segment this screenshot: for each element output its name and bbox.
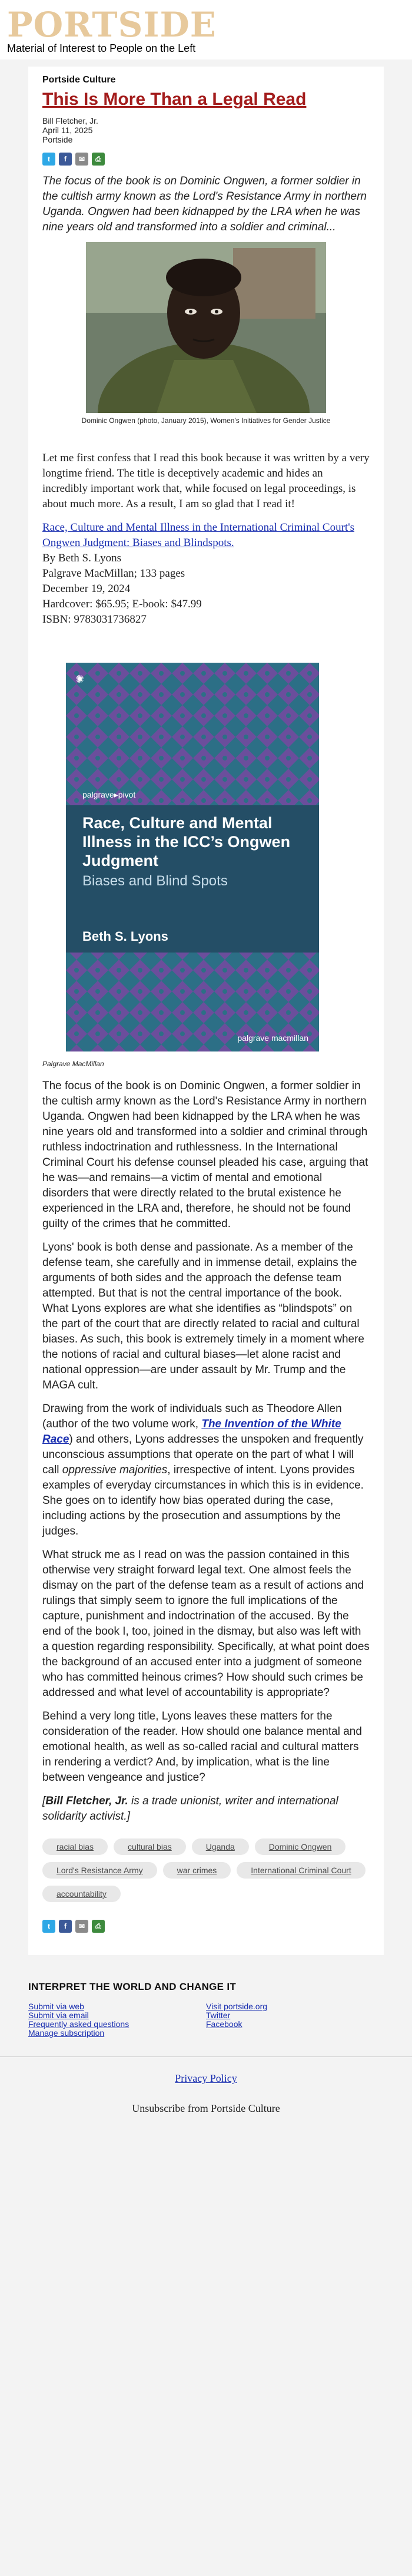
paragraph-1: The focus of the book is on Dominic Ongwen, a former soldier in the cultish army known as the Lord's Resistance Army in northern Uganda. Ongwen had been kidnapped by the LRA when he was nine years old and transformed into a soldier and criminal through ruthless indoctrination and ruthlessness. In the International Criminal Court his defense counsel pleaded his case, arguing that he was—and remains—a victim of mental and emotional disorders that were directly related to the brutal existence he experienced in the LRA and, therefore, he should not be found guilty of the crimes that he committed. <box>42 1080 368 1230</box>
book-publisher: Palgrave MacMillan; 133 pages <box>42 567 185 580</box>
article-card <box>28 67 384 1955</box>
paragraph-2: Lyons' book is both dense and passionate. As a member of the defense team, she carefully and in immense detail, explains the arguments of both sides and the approach the defense team attempted. But that is not the central importance of the book. What Lyons explores are what she identifies as “blindspots” on the part of the court that are directly related to racial and cultural biases. As such, this book is extremely timely in a moment where the notions of racial and cultural biases—let alone racist and national oppression—are under assault by Mr. Trump and the MAGA cult. <box>42 1241 365 1391</box>
tag-list <box>42 1838 370 1902</box>
manage-subscription-link[interactable]: Manage subscription <box>28 2028 105 2038</box>
masthead <box>0 0 412 59</box>
tag-racial-bias[interactable]: racial bias <box>42 1838 108 1855</box>
cover-subtitle: Biases and Blind Spots <box>82 873 228 889</box>
invention-white-race-link[interactable]: The Invention of the White Race <box>42 1418 341 1446</box>
cover-caption: Palgrave MacMillan <box>42 1060 104 1068</box>
footer <box>28 1955 384 2038</box>
tag-dominic-ongwen[interactable]: Dominic Ongwen <box>255 1838 346 1855</box>
print-share-icon[interactable]: ⎙ <box>92 153 105 166</box>
section-label: Portside Culture <box>42 75 116 85</box>
source-line: Portside <box>42 135 73 144</box>
share-bar-top <box>42 153 370 166</box>
cover-author: Beth S. Lyons <box>82 929 168 944</box>
book-author: By Beth S. Lyons <box>42 552 122 564</box>
tag-lra[interactable]: Lord's Resistance Army <box>42 1862 157 1879</box>
email-share-icon[interactable]: ✉ <box>75 1920 88 1933</box>
date-line: April 11, 2025 <box>42 125 93 135</box>
email-share-icon[interactable]: ✉ <box>75 153 88 166</box>
paragraph-3: Drawing from the work of individuals such as Theodore Allen (author of the two volume work, The Invention of the White Race) and others, Lyons addresses the unspoken and frequently unconscious assumptions that operate on the part of what I will call oppressive majorities, irrespective of intent. Lyons provides examples of everyday circumstances in which this is in evidence. She goes on to identify how bias operated during the case, including actions by the prosecution and assumptions by the judges. <box>42 1403 364 1537</box>
cover-publisher-mark: palgrave macmillan <box>237 1033 308 1043</box>
article-meta <box>42 116 370 144</box>
twitter-link[interactable]: Twitter <box>206 2010 231 2020</box>
author-line: Bill Fletcher, Jr. <box>42 116 98 125</box>
twitter-share-icon[interactable]: t <box>42 153 55 166</box>
submit-email-link[interactable]: Submit via email <box>28 2010 89 2020</box>
visit-portside-link[interactable]: Visit portside.org <box>206 2002 268 2011</box>
footer-heading: INTERPRET THE WORLD AND CHANGE IT <box>28 1981 237 1992</box>
facebook-link[interactable]: Facebook <box>206 2019 242 2029</box>
book-title-link[interactable]: Race, Culture and Mental Illness in the International Criminal Court's Ongwen Judgment: Biases and Blindspots. <box>42 521 355 549</box>
privacy-policy-link[interactable]: Privacy Policy <box>175 2072 237 2084</box>
facebook-share-icon[interactable]: f <box>59 153 72 166</box>
ongwen-photo <box>86 242 326 413</box>
paragraph-4: What struck me as I read on was the passion contained in this otherwise very straight forward legal text. One almost feels the dismay on the part of the defense team as a result of actions and rulings that simply seem to ignore the full implications of the capture, punishment and indoctrination of the accused. By the end of the book I, too, joined in the dismay, but also was left with a question regarding responsibility. Specifically, at what point does the background of an accused enter into a judgment of someone who has committed heinous crimes? How should such crimes be addressed and what level of accountability is appropriate? <box>42 1549 370 1699</box>
unsubscribe-text[interactable]: Unsubscribe from Portside Culture <box>132 2102 280 2114</box>
tag-icc[interactable]: International Criminal Court <box>237 1862 365 1879</box>
twitter-share-icon[interactable]: t <box>42 1920 55 1933</box>
book-isbn: ISBN: 9783031736827 <box>42 613 147 626</box>
gear-icon: ✺ <box>75 673 85 685</box>
faq-link[interactable]: Frequently asked questions <box>28 2019 129 2029</box>
cover-title: Race, Culture and Mental Illness in the ICC’s Ongwen Judgment <box>82 814 291 869</box>
submit-web-link[interactable]: Submit via web <box>28 2002 84 2011</box>
footer-links <box>28 2002 384 2038</box>
author-bio: [Bill Fletcher, Jr. is a trade unionist, writer and international solidarity activist.] <box>42 1795 338 1823</box>
footer-bottom <box>0 2072 412 2115</box>
book-cover <box>66 663 319 1051</box>
print-share-icon[interactable]: ⎙ <box>92 1920 105 1933</box>
intro-paragraph: Let me first confess that I read this book because it was written by a very longtime friend. The title is deceptively academic and hides an incredibly important work that, while focused on legal proceedings, is about much more. As a result, I am so glad that I read it! <box>42 452 370 510</box>
ongwen-photo-illustration <box>86 242 326 413</box>
cover-brand: palgrave▸pivot <box>82 790 136 799</box>
tag-cultural-bias[interactable]: cultural bias <box>114 1838 186 1855</box>
book-price: Hardcover: $65.95; E-book: $47.99 <box>42 598 202 610</box>
article-title[interactable]: This Is More Than a Legal Read <box>42 90 307 109</box>
tag-uganda[interactable]: Uganda <box>192 1838 249 1855</box>
photo-caption: Dominic Ongwen (photo, January 2015), Women's Initiatives for Gender Justice <box>81 416 331 425</box>
book-date: December 19, 2024 <box>42 583 131 595</box>
share-bar-bottom <box>42 1920 370 1933</box>
paragraph-5: Behind a very long title, Lyons leaves these matters for the consideration of the reader. How should one balance mental and emotional health, as well as so-called racial and cultural matters in rendering a verdict? And, by implication, what is the line between vengeance and justice? <box>42 1710 362 1784</box>
tagline: Material of Interest to People on the Left <box>7 42 196 54</box>
article-lede: The focus of the book is on Dominic Ongwen, a former soldier in the cultish army known as the Lord's Resistance Army in northern Uganda. Ongwen had been kidnapped by the LRA when he was nine years old and transformed into a soldier and criminal... <box>42 175 367 233</box>
portside-logo[interactable]: PORTSIDE <box>7 5 217 45</box>
book-info <box>42 520 370 627</box>
tag-accountability[interactable]: accountability <box>42 1886 121 1902</box>
tag-war-crimes[interactable]: war crimes <box>163 1862 231 1879</box>
facebook-share-icon[interactable]: f <box>59 1920 72 1933</box>
footer-divider <box>0 2056 412 2057</box>
